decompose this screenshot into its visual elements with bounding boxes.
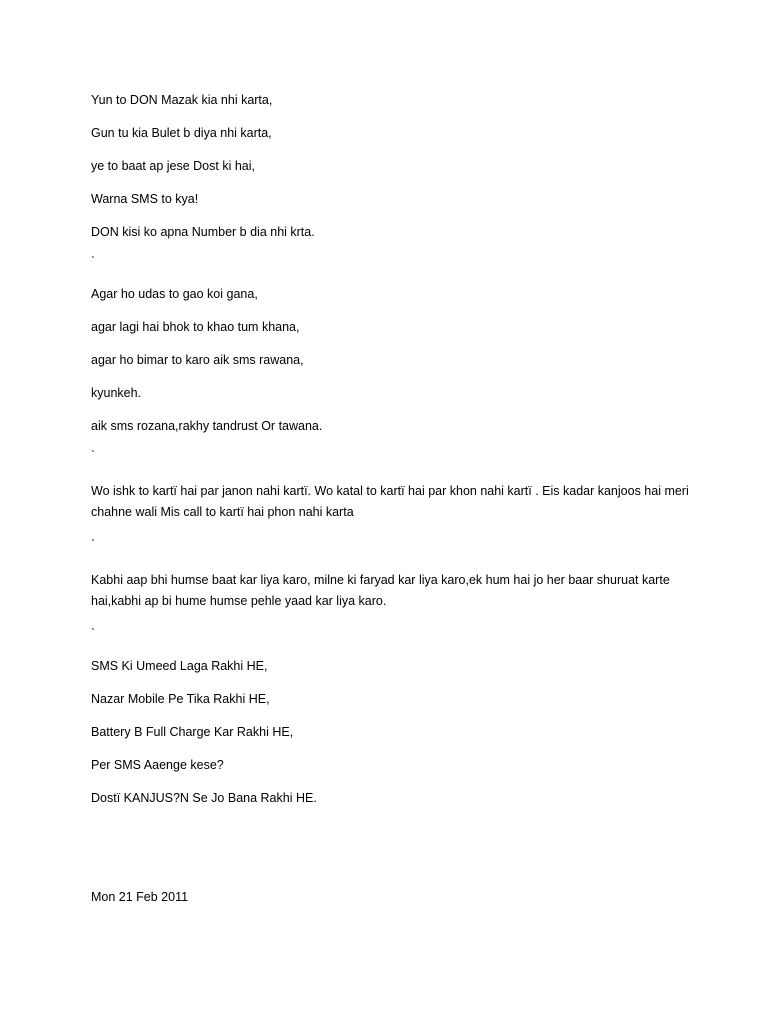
separator-mark: `: [91, 537, 95, 551]
text-paragraph: Kabhi aap bhi humse baat kar liya karo, milne ki faryad kar liya karo,ek hum hai jo her baar shuruat karte hai,kabhi ap bi hume humse pehle yaad kar liya karo.: [91, 573, 670, 608]
separator-mark: `: [91, 254, 95, 268]
text-line: Per SMS Aaenge kese?: [91, 758, 224, 772]
text-line: DON kisi ko apna Number b dia nhi krta.: [91, 225, 315, 239]
text-line: Agar ho udas to gao koi gana,: [91, 287, 258, 301]
poem-block-1: [91, 93, 691, 269]
text-line: aik sms rozana,rakhy tandrust Or tawana.: [91, 419, 323, 433]
poem-block-4: [91, 570, 691, 641]
text-line: Battery B Full Charge Kar Rakhi HE,: [91, 725, 294, 739]
separator-mark: `: [91, 626, 95, 640]
text-line: Dostï KANJUS?N Se Jo Bana Rakhi HE.: [91, 791, 317, 805]
text-line: kyunkeh.: [91, 386, 142, 400]
separator-mark: `: [91, 448, 95, 462]
poem-block-5: [91, 659, 691, 806]
text-line: ye to baat ap jese Dost ki hai,: [91, 159, 255, 173]
text-line: Warna SMS to kya!: [91, 192, 199, 206]
text-line: Gun tu kia Bulet b diya nhi karta,: [91, 126, 272, 140]
text-line: agar ho bimar to karo aik sms rawana,: [91, 353, 304, 367]
text-line: Yun to DON Mazak kia nhi karta,: [91, 93, 273, 107]
text-line: Nazar Mobile Pe Tika Rakhi HE,: [91, 692, 270, 706]
text-paragraph: Wo ishk to kartï hai par janon nahi kartï. Wo katal to kartï hai par khon nahi kartï . Eis kadar kanjoos hai meri chahne wali Mis call to kartï hai phon nahi karta: [91, 484, 689, 519]
poem-block-3: [91, 481, 691, 552]
post-date: Mon 21 Feb 2011: [91, 890, 189, 904]
text-line: agar lagi hai bhok to khao tum khana,: [91, 320, 300, 334]
poem-block-2: [91, 287, 691, 463]
document-body: [91, 93, 691, 824]
text-line: SMS Ki Umeed Laga Rakhi HE,: [91, 659, 268, 673]
